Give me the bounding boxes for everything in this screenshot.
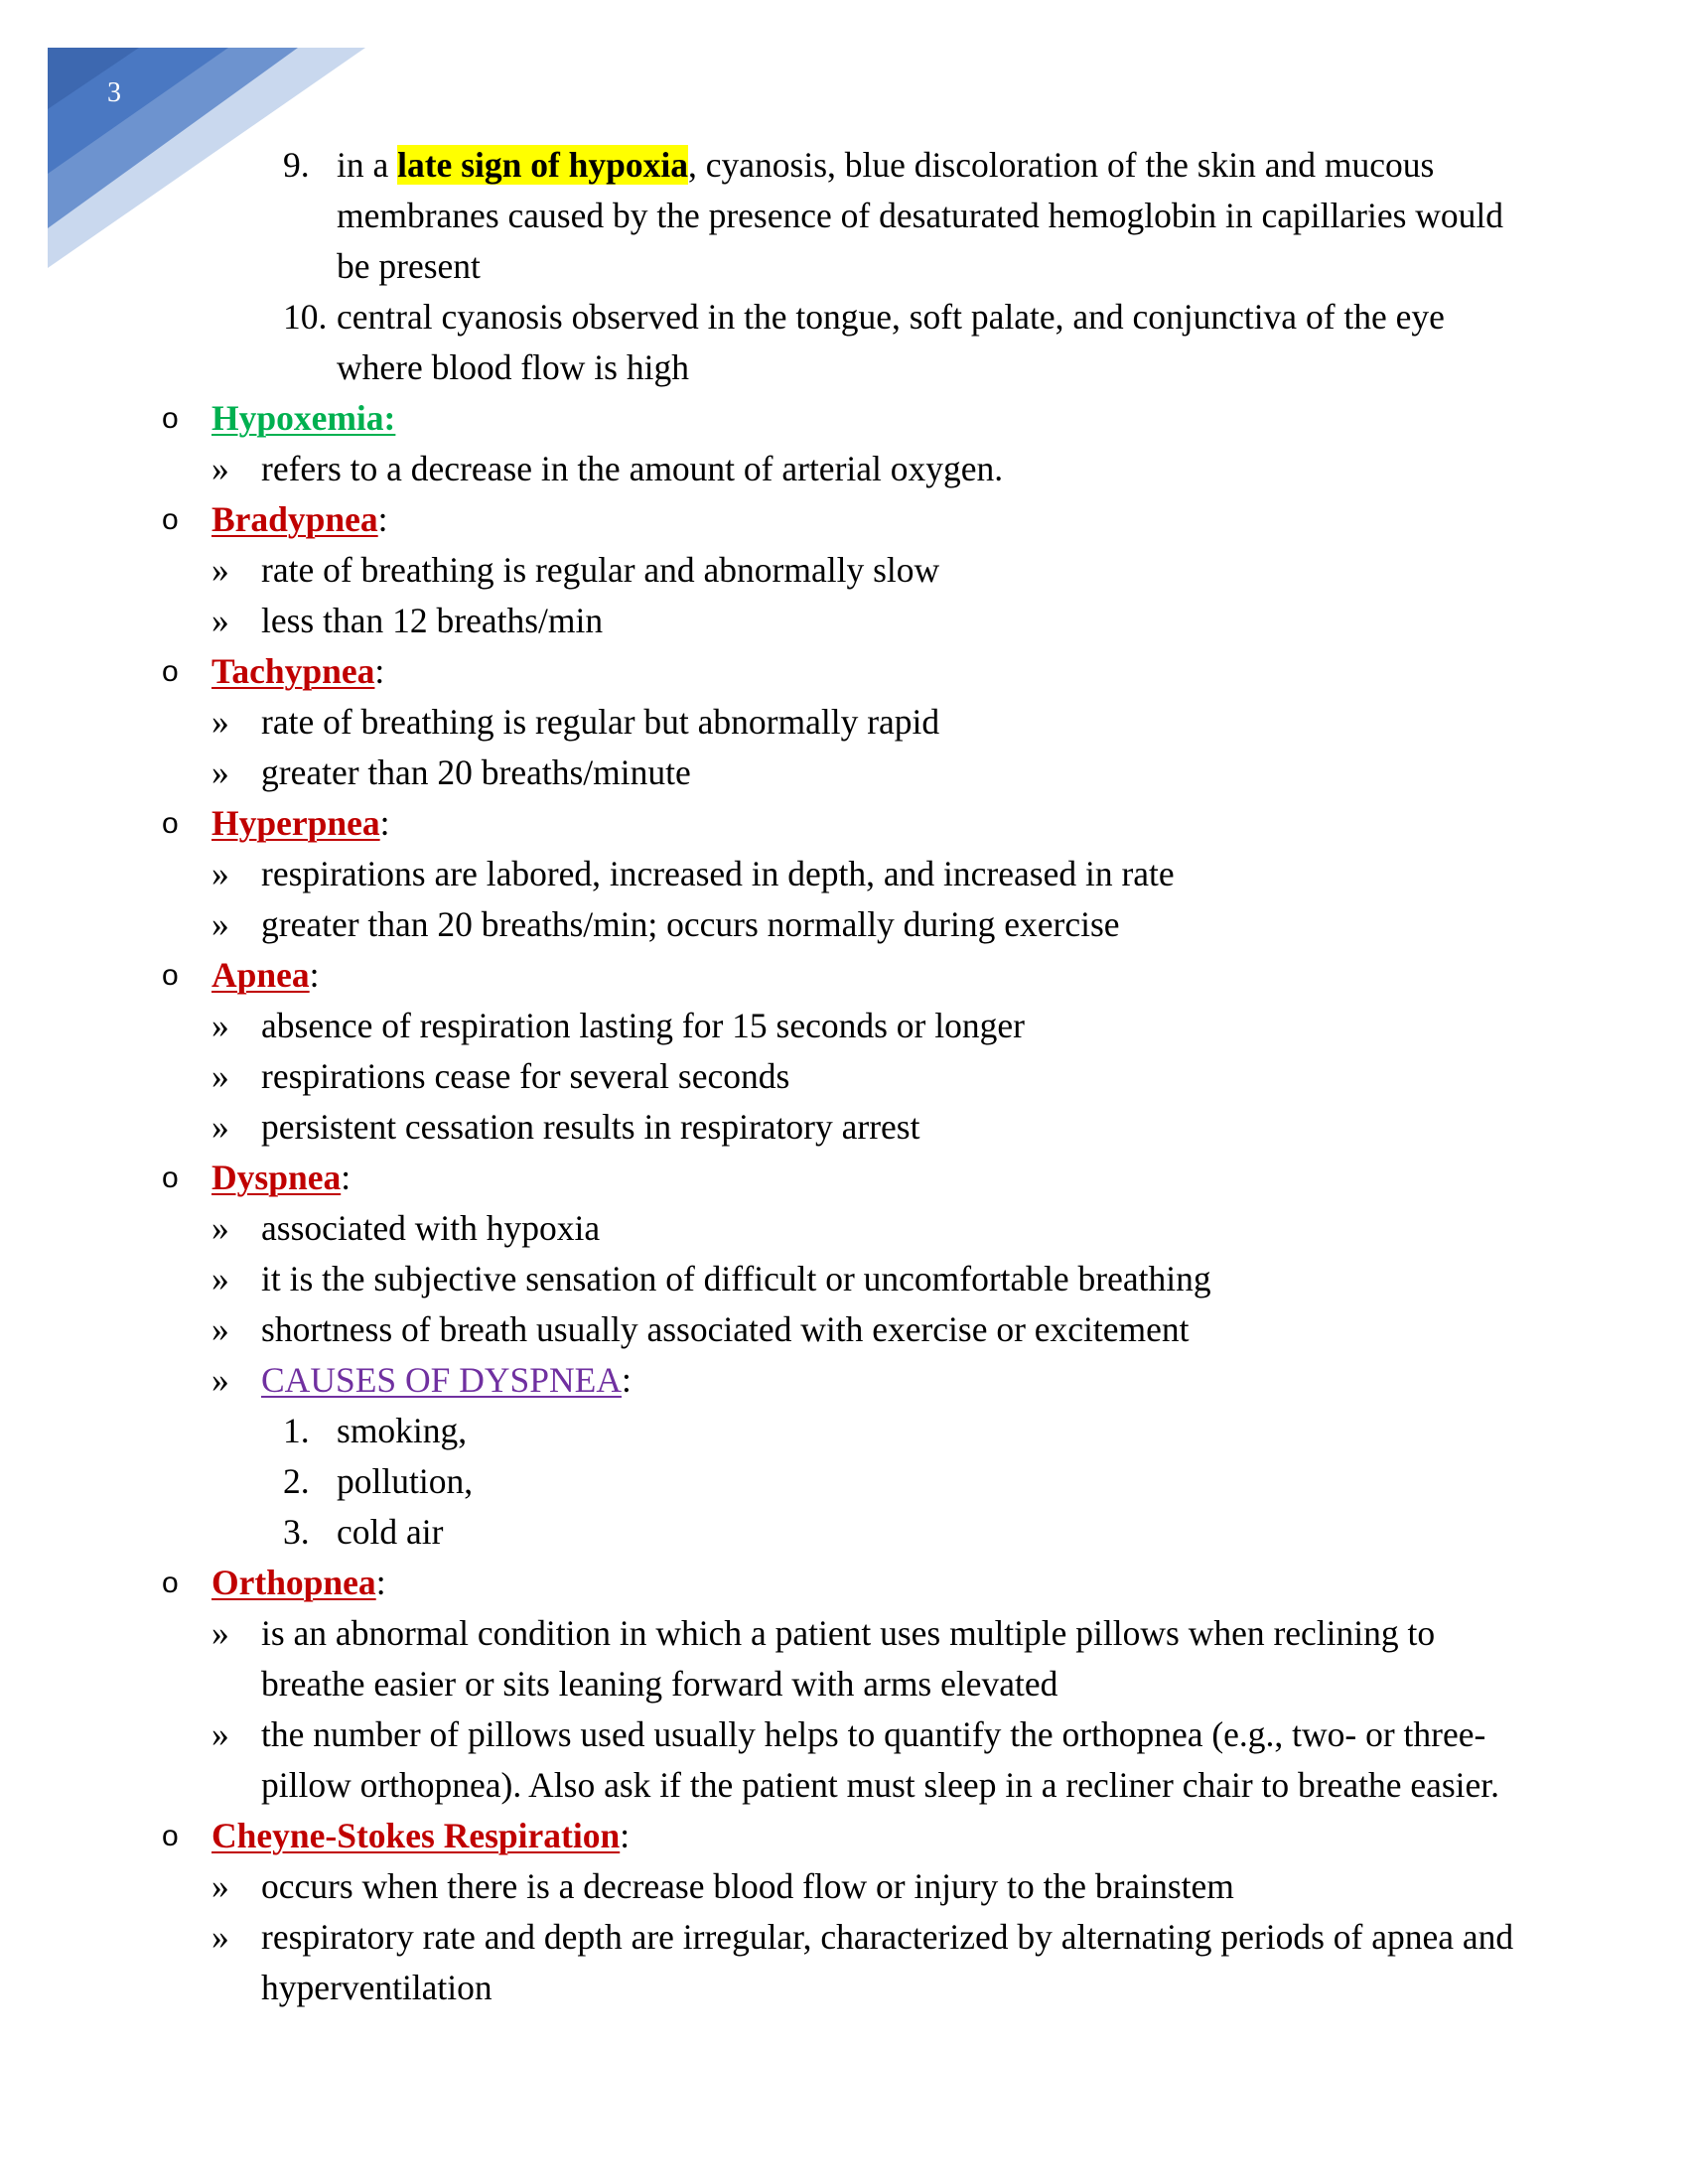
term-colon: : (374, 651, 385, 691)
cause-text: smoking, (337, 1411, 468, 1450)
point-item (0, 1861, 1522, 1912)
definition-list (0, 393, 1689, 2013)
point-item (0, 1203, 1522, 1254)
point-text: respirations cease for several seconds (261, 1056, 790, 1096)
cause-number: 3. (283, 1512, 310, 1552)
point-marker: » (211, 1714, 229, 1754)
term-colon: : (341, 1158, 352, 1197)
item-text-post: , cyanosis, blue discoloration of the skin and mucous membranes caused by the presence of desaturated hemoglobin in capillaries would be present (337, 145, 1504, 286)
term-cheyne-stokes-respiration: Cheyne-Stokes Respiration (211, 1816, 621, 1855)
point-item (0, 748, 1522, 798)
bullet: o (162, 1161, 179, 1194)
point-text: rate of breathing is regular and abnormally slow (261, 550, 940, 590)
point-marker: » (211, 904, 229, 944)
bullet: o (162, 1820, 179, 1852)
point-text: greater than 20 breaths/min; occurs normally during exercise (261, 904, 1120, 944)
cause-text: pollution, (337, 1461, 474, 1501)
term-hyperpnea: Hyperpnea (211, 803, 380, 843)
point-text: respirations are labored, increased in depth, and increased in rate (261, 854, 1175, 893)
term-colon: : (379, 803, 390, 843)
point-item (0, 444, 1522, 494)
numbered-item-9 (0, 140, 1528, 292)
causes-heading-row (0, 1355, 1522, 1406)
point-item (0, 1912, 1522, 2013)
point-text: associated with hypoxia (261, 1208, 601, 1248)
point-item (0, 545, 1522, 596)
point-text: it is the subjective sensation of difficult or uncomfortable breathing (261, 1259, 1211, 1298)
point-marker: » (211, 1259, 229, 1298)
point-item (0, 1102, 1522, 1153)
point-marker: » (211, 1006, 229, 1045)
point-text: rate of breathing is regular but abnormally rapid (261, 702, 940, 742)
section-heading-dyspnea (0, 1153, 1689, 1203)
bullet: o (162, 807, 179, 840)
point-item (0, 1709, 1522, 1811)
point-item (0, 849, 1522, 899)
point-text: absence of respiration lasting for 15 seconds or longer (261, 1006, 1025, 1045)
section-heading-bradypnea (0, 494, 1689, 545)
term-tachypnea: Tachypnea (211, 651, 375, 691)
point-text: occurs when there is a decrease blood flow or injury to the brainstem (261, 1866, 1234, 1906)
bullet: o (162, 655, 179, 688)
causes-heading: CAUSES OF DYSPNEA (261, 1360, 622, 1400)
term-dyspnea: Dyspnea (211, 1158, 342, 1197)
point-item (0, 899, 1522, 950)
point-item (0, 697, 1522, 748)
term-colon: : (309, 955, 320, 995)
point-text: persistent cessation results in respiratory arrest (261, 1107, 920, 1147)
point-item (0, 1254, 1522, 1304)
item-text-pre: in a (337, 145, 398, 185)
highlighted-phrase: late sign of hypoxia (397, 145, 689, 185)
page-number: 3 (107, 77, 121, 108)
causes-colon: : (621, 1360, 632, 1400)
section-heading-hypoxemia (0, 393, 1689, 444)
term-colon: : (375, 1563, 386, 1602)
point-marker: » (211, 1613, 229, 1653)
point-item (0, 1051, 1522, 1102)
term-colon: : (377, 499, 388, 539)
cause-item (0, 1406, 1528, 1456)
point-marker: » (211, 1360, 229, 1400)
point-item (0, 1001, 1522, 1051)
bullet: o (162, 503, 179, 536)
bullet: o (162, 959, 179, 992)
cause-item (0, 1456, 1528, 1507)
point-marker: » (211, 550, 229, 590)
section-heading-orthopnea (0, 1558, 1689, 1608)
point-item (0, 1304, 1522, 1355)
term-apnea: Apnea (211, 955, 310, 995)
point-text: shortness of breath usually associated with exercise or excitement (261, 1309, 1190, 1349)
item-text: central cyanosis observed in the tongue, soft palate, and conjunctiva of the eye where blood flow is high (337, 297, 1445, 387)
item-number: 9. (283, 145, 310, 185)
point-text: the number of pillows used usually helps to quantify the orthopnea (e.g., two- or three-pillow orthopnea). Also ask if the patient must sleep in a recliner chair to breathe easier. (261, 1714, 1500, 1805)
cause-item (0, 1507, 1528, 1558)
point-item (0, 1608, 1522, 1709)
point-marker: » (211, 752, 229, 792)
cause-text: cold air (337, 1512, 444, 1552)
point-text: greater than 20 breaths/minute (261, 752, 691, 792)
cause-number: 1. (283, 1411, 310, 1450)
section-heading-tachypnea (0, 646, 1689, 697)
item-number: 10. (283, 297, 328, 337)
point-marker: » (211, 1866, 229, 1906)
section-heading-hyperpnea (0, 798, 1689, 849)
term-bradypnea: Bradypnea (211, 499, 378, 539)
point-text: less than 12 breaths/min (261, 601, 604, 640)
point-marker: » (211, 702, 229, 742)
term-hypoxemia: Hypoxemia: (211, 398, 396, 438)
term-orthopnea: Orthopnea (211, 1563, 376, 1602)
point-marker: » (211, 1917, 229, 1957)
section-heading-apnea (0, 950, 1689, 1001)
point-marker: » (211, 854, 229, 893)
point-marker: » (211, 1208, 229, 1248)
point-text: is an abnormal condition in which a patient uses multiple pillows when reclining to breathe easier or sits leaning forward with arms elevated (261, 1613, 1436, 1704)
numbered-item-10 (0, 292, 1528, 393)
point-text: respiratory rate and depth are irregular, characterized by alternating periods of apnea and hyperventilation (261, 1917, 1514, 2007)
term-colon: : (620, 1816, 631, 1855)
point-marker: » (211, 1056, 229, 1096)
bullet: o (162, 402, 179, 435)
point-marker: » (211, 1107, 229, 1147)
point-text: refers to a decrease in the amount of arterial oxygen. (261, 449, 1004, 488)
point-item (0, 596, 1522, 646)
point-marker: » (211, 601, 229, 640)
cause-number: 2. (283, 1461, 310, 1501)
bullet: o (162, 1567, 179, 1599)
section-heading-cheyne-stokes-respiration (0, 1811, 1689, 1861)
point-marker: » (211, 449, 229, 488)
point-marker: » (211, 1309, 229, 1349)
